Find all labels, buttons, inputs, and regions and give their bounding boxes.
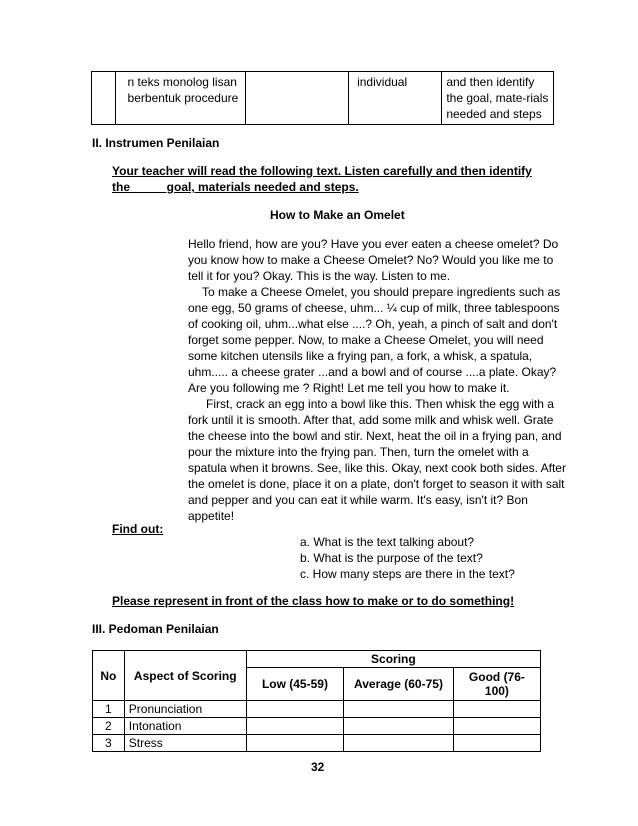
row-good bbox=[453, 701, 540, 718]
top-cell-1 bbox=[92, 72, 116, 125]
row-average bbox=[344, 718, 454, 735]
table-row bbox=[93, 735, 541, 752]
header-good: Good (76-100) bbox=[453, 668, 540, 701]
top-table bbox=[91, 71, 554, 125]
row-aspect: Intonation bbox=[124, 718, 246, 735]
row-average bbox=[344, 735, 454, 752]
header-aspect: Aspect of Scoring bbox=[124, 651, 246, 701]
row-good bbox=[453, 718, 540, 735]
question-b: b. What is the purpose of the text? bbox=[300, 551, 483, 565]
text-title: How to Make an Omelet bbox=[270, 208, 405, 222]
find-out-label: Find out: bbox=[112, 522, 164, 536]
paragraph-1: Hello friend, how are you? Have you ever eaten a cheese omelet? Do you know how to make a Cheese Omelet? No? Would you like me to tell it for you? Okay. This is the way. Listen to me. bbox=[188, 237, 559, 283]
header-low: Low (45-59) bbox=[246, 668, 343, 701]
header-scoring: Scoring bbox=[246, 651, 540, 668]
row-no: 1 bbox=[93, 701, 125, 718]
scoring-table bbox=[92, 650, 541, 752]
row-average bbox=[344, 701, 454, 718]
instruction-line-2: the goal, materials needed and steps. bbox=[112, 180, 359, 194]
header-average: Average (60-75) bbox=[344, 668, 454, 701]
row-no: 3 bbox=[93, 735, 125, 752]
paragraph-3: First, crack an egg into a bowl like this. Then whisk the egg with a fork until it is smooth. After that, add some milk and whisk well. Grate the cheese into the bowl and stir. Next, heat the oil in a frying pan, and pour the mixture into the frying pan. Then, turn the omelet with a spatula when it browns. See, like this. Okay, next cook both sides. After the omelet is done, place it on a plate, don't forget to season it with salt and pepper and you can eat it while warm. It's easy, isn't it? Bon appetite! bbox=[188, 397, 566, 523]
question-c: c. How many steps are there in the text? bbox=[300, 567, 515, 581]
row-aspect: Stress bbox=[124, 735, 246, 752]
row-no: 2 bbox=[93, 718, 125, 735]
represent-instruction: Please represent in front of the class how to make or to do something! bbox=[112, 594, 515, 608]
table-row bbox=[93, 718, 541, 735]
row-low bbox=[246, 735, 343, 752]
top-cell-3 bbox=[245, 72, 348, 125]
row-low bbox=[246, 718, 343, 735]
section-3-title: III. Pedoman Penilaian bbox=[92, 622, 219, 636]
table-row bbox=[93, 701, 541, 718]
paragraph-2: To make a Cheese Omelet, you should prepare ingredients such as one egg, 50 grams of cheese, uhm... ¼ cup of milk, three tablespoons of cooking oil, uhm...what else ....? Oh, yeah, a pinch of salt and don't forget some pepper. Now, to make a Cheese Omelet, you will need some kitchen utensils like a frying pan, a fork, a whisk, a spatula, uhm..... a cheese grater ...and a bowl and of course ....a plate. Okay? Are you following me ? Right! Let me tell you how to make it. bbox=[188, 285, 561, 395]
top-cell-2: n teks monolog lisan berbentuk procedure bbox=[115, 72, 245, 125]
instruction-line-1: Your teacher will read the following text. Listen carefully and then identify bbox=[112, 164, 532, 178]
top-cell-5: and then identify the goal, mate-rials needed and steps bbox=[442, 72, 554, 125]
row-good bbox=[453, 735, 540, 752]
story-text bbox=[188, 236, 568, 524]
row-low bbox=[246, 701, 343, 718]
page-number: 32 bbox=[311, 760, 325, 774]
header-no: No bbox=[93, 651, 125, 701]
top-cell-4: individual bbox=[349, 72, 442, 125]
section-2-title: II. Instrumen Penilaian bbox=[92, 136, 220, 150]
question-list bbox=[300, 534, 515, 582]
question-a: a. What is the text talking about? bbox=[300, 535, 475, 549]
row-aspect: Pronunciation bbox=[124, 701, 246, 718]
